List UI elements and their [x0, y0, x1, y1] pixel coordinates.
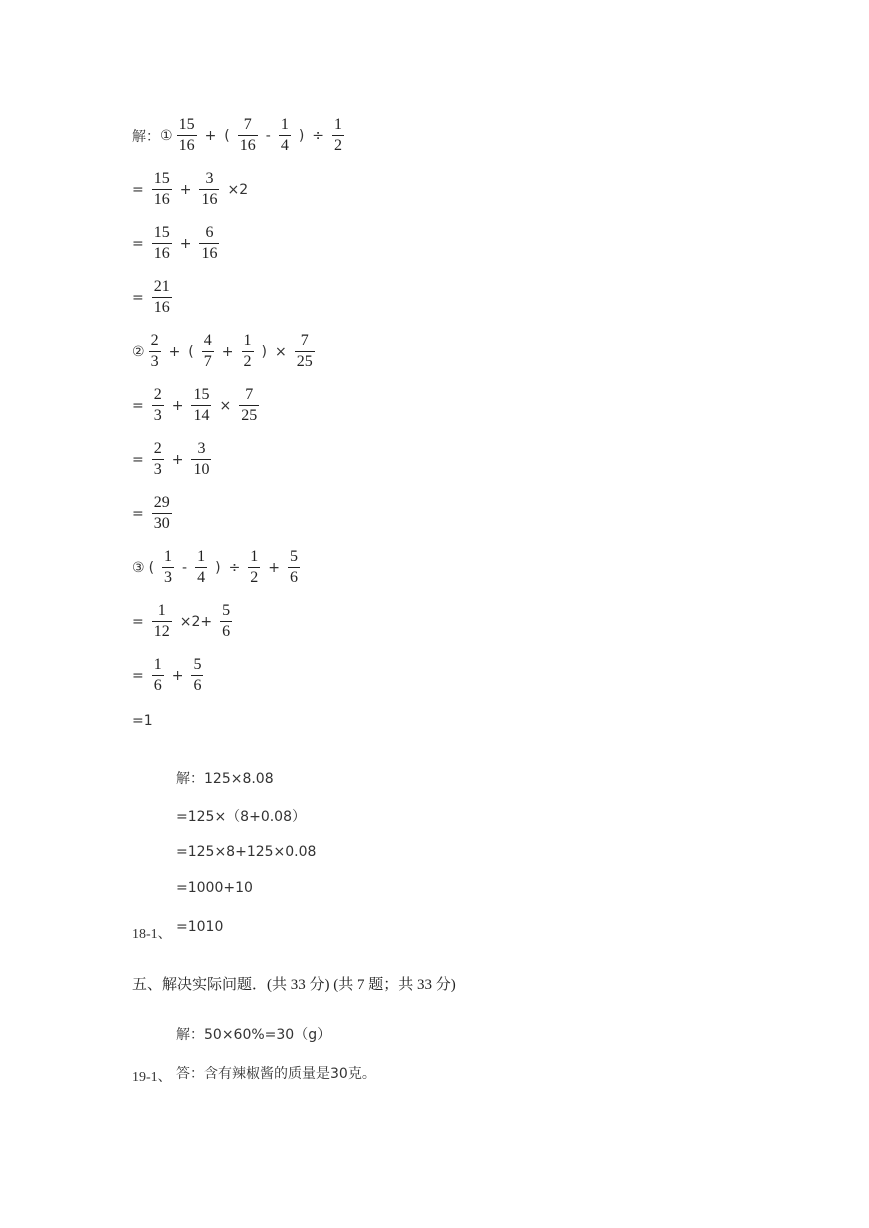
left-paren: ( [224, 127, 230, 144]
circle-3: ③ [132, 559, 145, 576]
minus-sign: - [182, 559, 188, 576]
fraction: $\frac{1}{4}$ [280, 116, 289, 154]
step-2-2 [132, 386, 263, 425]
times-two: ×2 [227, 181, 249, 198]
fraction: $\frac{15}{16}$ [153, 224, 170, 262]
fraction: $\frac{15}{16}$ [153, 170, 170, 208]
fraction: $\frac{3}{16}$ [201, 170, 218, 208]
plus-sign: + [179, 181, 192, 198]
solution-18-line-4: =1000+10 [176, 880, 253, 896]
jie-label: 解： [132, 128, 160, 145]
fraction: $\frac{29}{30}$ [153, 494, 170, 532]
fraction: $\frac{1}{2}$ [334, 116, 343, 154]
plus-sign: + [204, 127, 217, 144]
question-label-19-1: 19-1、 [132, 1070, 172, 1085]
step-1-1 [132, 116, 348, 155]
plus-sign: + [171, 397, 184, 414]
equals-sign: = [132, 235, 144, 252]
fraction: $\frac{3}{10}$ [193, 440, 210, 478]
divide-sign: ÷ [228, 559, 241, 576]
plus-sign: + [168, 343, 181, 360]
fraction: $\frac{1}{12}$ [153, 602, 170, 640]
fraction: $\frac{1}{4}$ [197, 548, 206, 586]
plus-sign: + [221, 343, 234, 360]
right-paren: ) [261, 343, 267, 360]
left-paren: ( [188, 343, 194, 360]
times-two-plus: ×2+ [179, 613, 213, 630]
step-2-1 [132, 332, 319, 371]
solution-19-line-1: 解：50×60%=30（g） [176, 1027, 332, 1043]
equals-sign: = [132, 613, 144, 630]
solution-19-answer: 答：含有辣椒酱的质量是30克。 [176, 1066, 376, 1082]
equals-sign: = [132, 505, 144, 522]
solution-18-line-5: =1010 [176, 919, 224, 935]
fraction: $\frac{2}{3}$ [150, 332, 159, 370]
solution-18-line-1: 解：125×8.08 [176, 771, 274, 787]
equals-sign: = [132, 397, 144, 414]
fraction: $\frac{1}{3}$ [164, 548, 173, 586]
divide-sign: ÷ [312, 127, 325, 144]
step-2-3 [132, 440, 215, 479]
fraction: $\frac{6}{16}$ [201, 224, 218, 262]
step-3-3 [132, 656, 207, 695]
step-3-1 [132, 548, 304, 587]
fraction: $\frac{7}{25}$ [241, 386, 258, 424]
equals-sign: = [132, 667, 144, 684]
fraction: $\frac{5}{6}$ [290, 548, 299, 586]
fraction: $\frac{5}{6}$ [222, 602, 231, 640]
fraction: $\frac{4}{7}$ [203, 332, 212, 370]
fraction: $\frac{5}{6}$ [193, 656, 202, 694]
solution-18-line-3: =125×8+125×0.08 [176, 844, 317, 860]
plus-sign: + [268, 559, 281, 576]
fraction: $\frac{2}{3}$ [153, 386, 162, 424]
step-1-4 [132, 278, 176, 317]
fraction: $\frac{7}{25}$ [296, 332, 313, 370]
step-1-2 [132, 170, 252, 209]
plus-sign: + [171, 667, 184, 684]
circle-2: ② [132, 343, 145, 360]
times-sign: × [219, 397, 232, 414]
times-sign: × [274, 343, 287, 360]
step-3-result: =1 [132, 713, 153, 729]
fraction: $\frac{2}{3}$ [153, 440, 162, 478]
fraction: $\frac{1}{2}$ [243, 332, 252, 370]
fraction: $\frac{7}{16}$ [239, 116, 256, 154]
fraction: $\frac{1}{6}$ [153, 656, 162, 694]
plus-sign: + [171, 451, 184, 468]
fraction: $\frac{15}{16}$ [178, 116, 195, 154]
step-2-4 [132, 494, 176, 533]
equals-sign: = [132, 181, 144, 198]
minus-sign: - [265, 127, 271, 144]
equals-sign: = [132, 451, 144, 468]
equals-sign: = [132, 289, 144, 306]
right-paren: ) [298, 127, 305, 144]
solution-18-line-2: =125×（8+0.08） [176, 809, 306, 825]
circle-1: ① [160, 127, 173, 144]
left-paren: ( [148, 559, 155, 576]
fraction: $\frac{21}{16}$ [153, 278, 170, 316]
plus-sign: + [179, 235, 192, 252]
right-paren: ) [215, 559, 221, 576]
question-label-18-1: 18-1、 [132, 927, 172, 942]
step-3-2 [132, 602, 236, 641]
fraction: $\frac{1}{2}$ [250, 548, 259, 586]
step-1-3 [132, 224, 223, 263]
section-heading: 五、解决实际问题．(共 33 分) (共 7 题；共 33 分) [132, 977, 456, 993]
fraction: $\frac{15}{14}$ [193, 386, 210, 424]
